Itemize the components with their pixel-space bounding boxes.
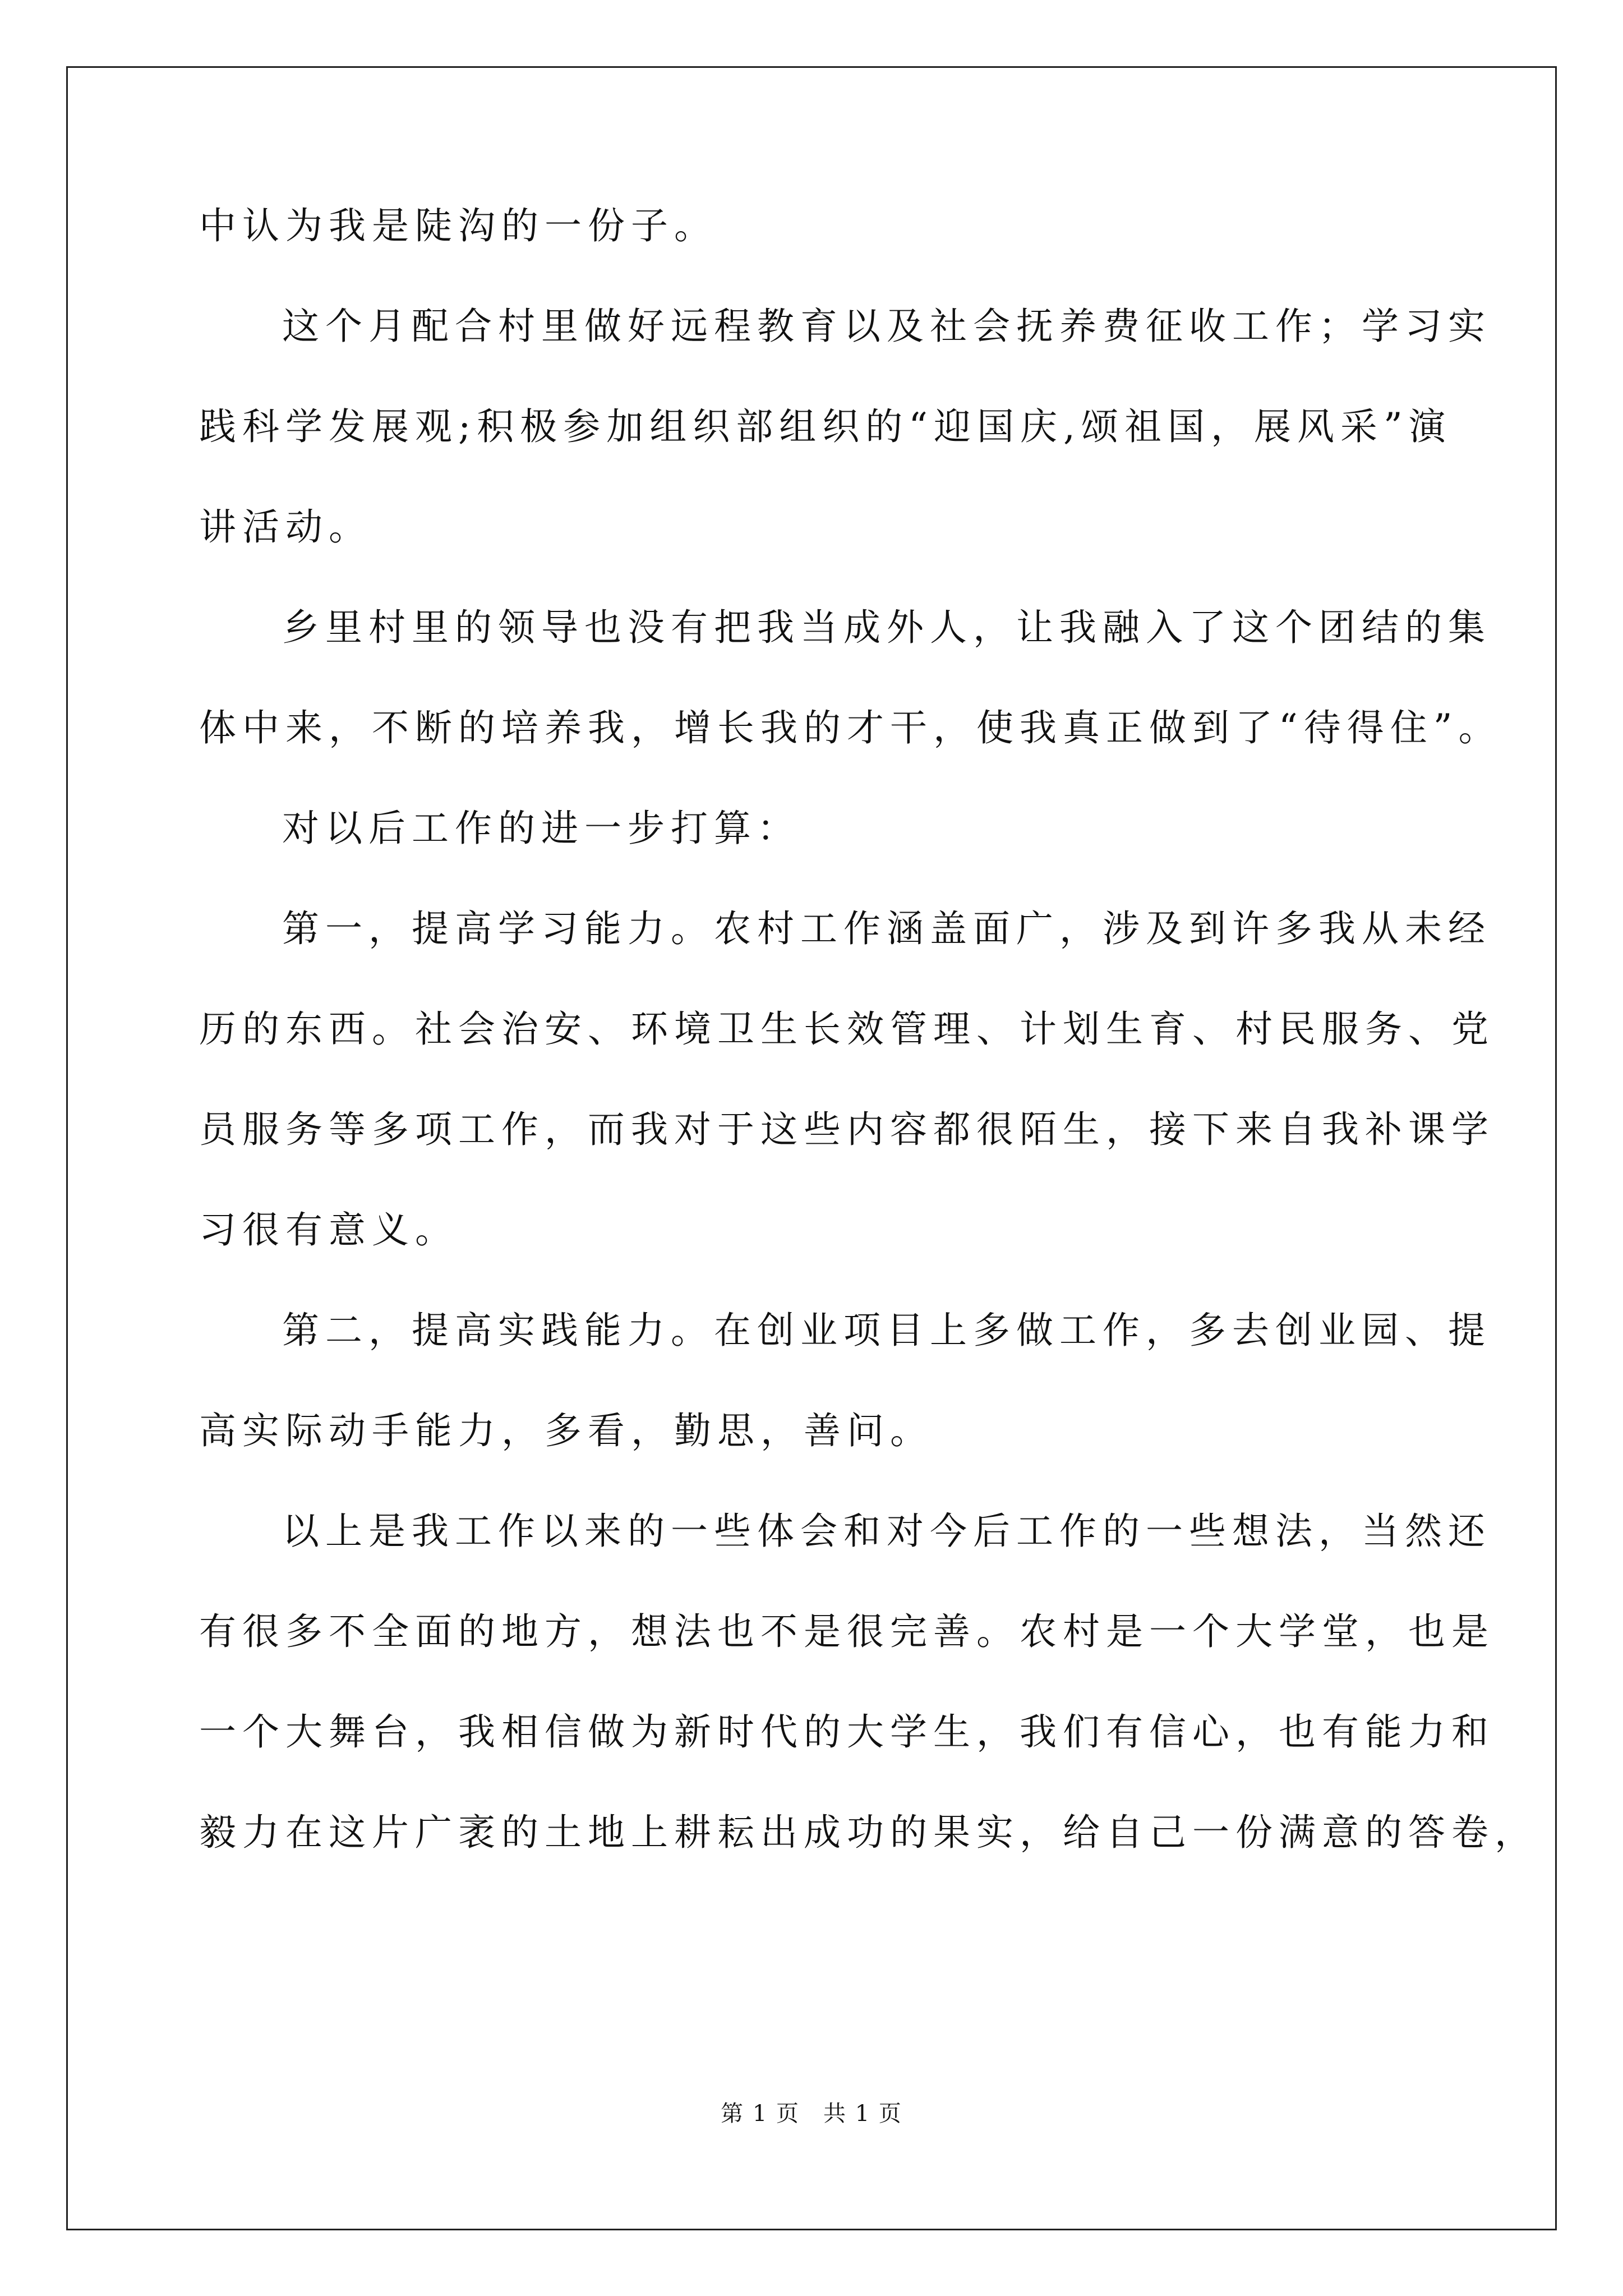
text-line: 以上是我工作以来的一些体会和对今后工作的一些想法，当然还 <box>282 1510 1491 1553</box>
text-line: 体中来，不断的培养我，增长我的才干，使我真正做到了“待得住”。 <box>199 706 1502 749</box>
text-line: 有很多不全面的地方，想法也不是很完善。农村是一个大学堂，也是 <box>199 1610 1495 1653</box>
text-line: 一个大舞台，我相信做为新时代的大学生，我们有信心，也有能力和 <box>199 1710 1495 1754</box>
text-line: 对以后工作的进一步打算： <box>282 807 800 850</box>
text-line: 员服务等多项工作，而我对于这些内容都很陌生，接下来自我补课学 <box>199 1108 1495 1151</box>
page-number-footer: 第 1 页 共 1 页 <box>721 2101 902 2127</box>
text-line: 第二，提高实践能力。在创业项目上多做工作，多去创业园、提 <box>282 1309 1491 1352</box>
text-line: 高实际动手能力，多看，勤思，善问。 <box>199 1409 933 1452</box>
text-line: 中认为我是陡沟的一份子。 <box>199 204 717 247</box>
text-line: 践科学发展观;积极参加组织部组织的“迎国庆,颂祖国，展风采”演 <box>199 405 1452 448</box>
document-body <box>199 204 1538 1915</box>
text-line: 历的东西。社会治安、环境卫生长效管理、计划生育、村民服务、党 <box>199 1007 1495 1051</box>
text-line: 这个月配合村里做好远程教育以及社会抚养费征收工作；学习实 <box>282 305 1491 348</box>
text-line: 习很有意义。 <box>199 1208 458 1251</box>
text-line: 第一，提高学习能力。农村工作涵盖面广，涉及到许多我从未经 <box>282 907 1491 950</box>
text-line: 乡里村里的领导也没有把我当成外人，让我融入了这个团结的集 <box>282 606 1491 649</box>
text-line: 讲活动。 <box>199 505 372 549</box>
text-line: 毅力在这片广袤的土地上耕耘出成功的果实，给自己一份满意的答卷， <box>199 1811 1538 1854</box>
